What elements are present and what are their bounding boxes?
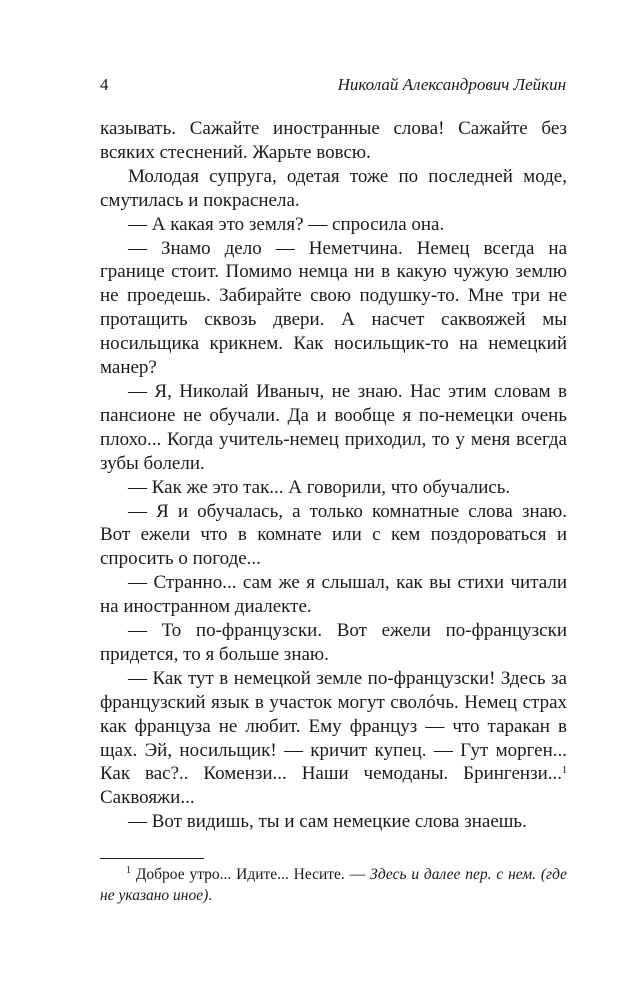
paragraph-10: [100, 667, 567, 810]
footnote-reference: 1: [562, 765, 567, 777]
paragraph-1: казывать. Сажайте иностранные слова! Сажайте без всяких стеснений. Жарьте вовсю.: [100, 118, 567, 163]
paragraph-10-text: — Как тут в немецкой земле по-французски! Здесь за французский язык в участок могут сволóчь. Немец страх как француза не любит. Ему француз — что таракан в щах. Эй, носильщик! — кричит купец. — Гут морген... Как вас?.. Комензи... Наши чемоданы. Брингензи...: [100, 667, 567, 785]
paragraph-3: — А какая это земля? — спросила она.: [128, 213, 445, 235]
footnote-text: Доброе утро... Идите... Несите. —: [131, 866, 370, 883]
footnote-marker: 1: [126, 865, 131, 876]
paragraph-7: — Я и обучалась, а только комнатные слова знаю. Вот ежели что в комнате или с кем поздороваться и спросить о погоде...: [100, 500, 567, 570]
running-title: Николай Александрович Лейкин: [337, 75, 566, 94]
paragraph-9: — То по-французски. Вот ежели по-французски придется, то я больше знаю.: [100, 620, 567, 665]
paragraph-8: — Странно... сам же я слышал, как вы стихи читали на иностранном диалекте.: [100, 572, 567, 618]
footnote-italic: Здесь и далее пер. с нем. (где не указано иное): [100, 866, 567, 904]
paragraph-10-tail: Саквояжи...: [100, 787, 195, 809]
paragraph-2: Молодая супруга, одетая тоже по последней моде, смутилась и покраснела.: [100, 165, 567, 211]
paragraph-4: — Знамо дело — Неметчина. Немец всегда на границе стоит. Помимо немца ни в какую чужую землю не проедешь. Забирайте свою подушку-то. Мне три не протащить сквозь двери. А насчет саквояжей мы носильщика крикнем. Как носильщик-то на немецкий манер?: [100, 237, 567, 379]
footnote: [100, 864, 567, 906]
body-text: [100, 117, 567, 834]
paragraph-11: — Вот видишь, ты и сам немецкие слова знаешь.: [128, 811, 527, 833]
page-number: 4: [100, 75, 109, 94]
paragraph-5: — Я, Николай Иваныч, не знаю. Нас этим словам в пансионе не обучали. Да и вообще я по-немецки очень плохо... Когда учитель-немец приходил, то у меня всегда зубы болели.: [100, 380, 567, 474]
footnote-end: .: [208, 887, 213, 904]
footnote-divider: [100, 858, 204, 859]
paragraph-6: — Как же это так... А говорили, что обучались.: [128, 476, 511, 498]
